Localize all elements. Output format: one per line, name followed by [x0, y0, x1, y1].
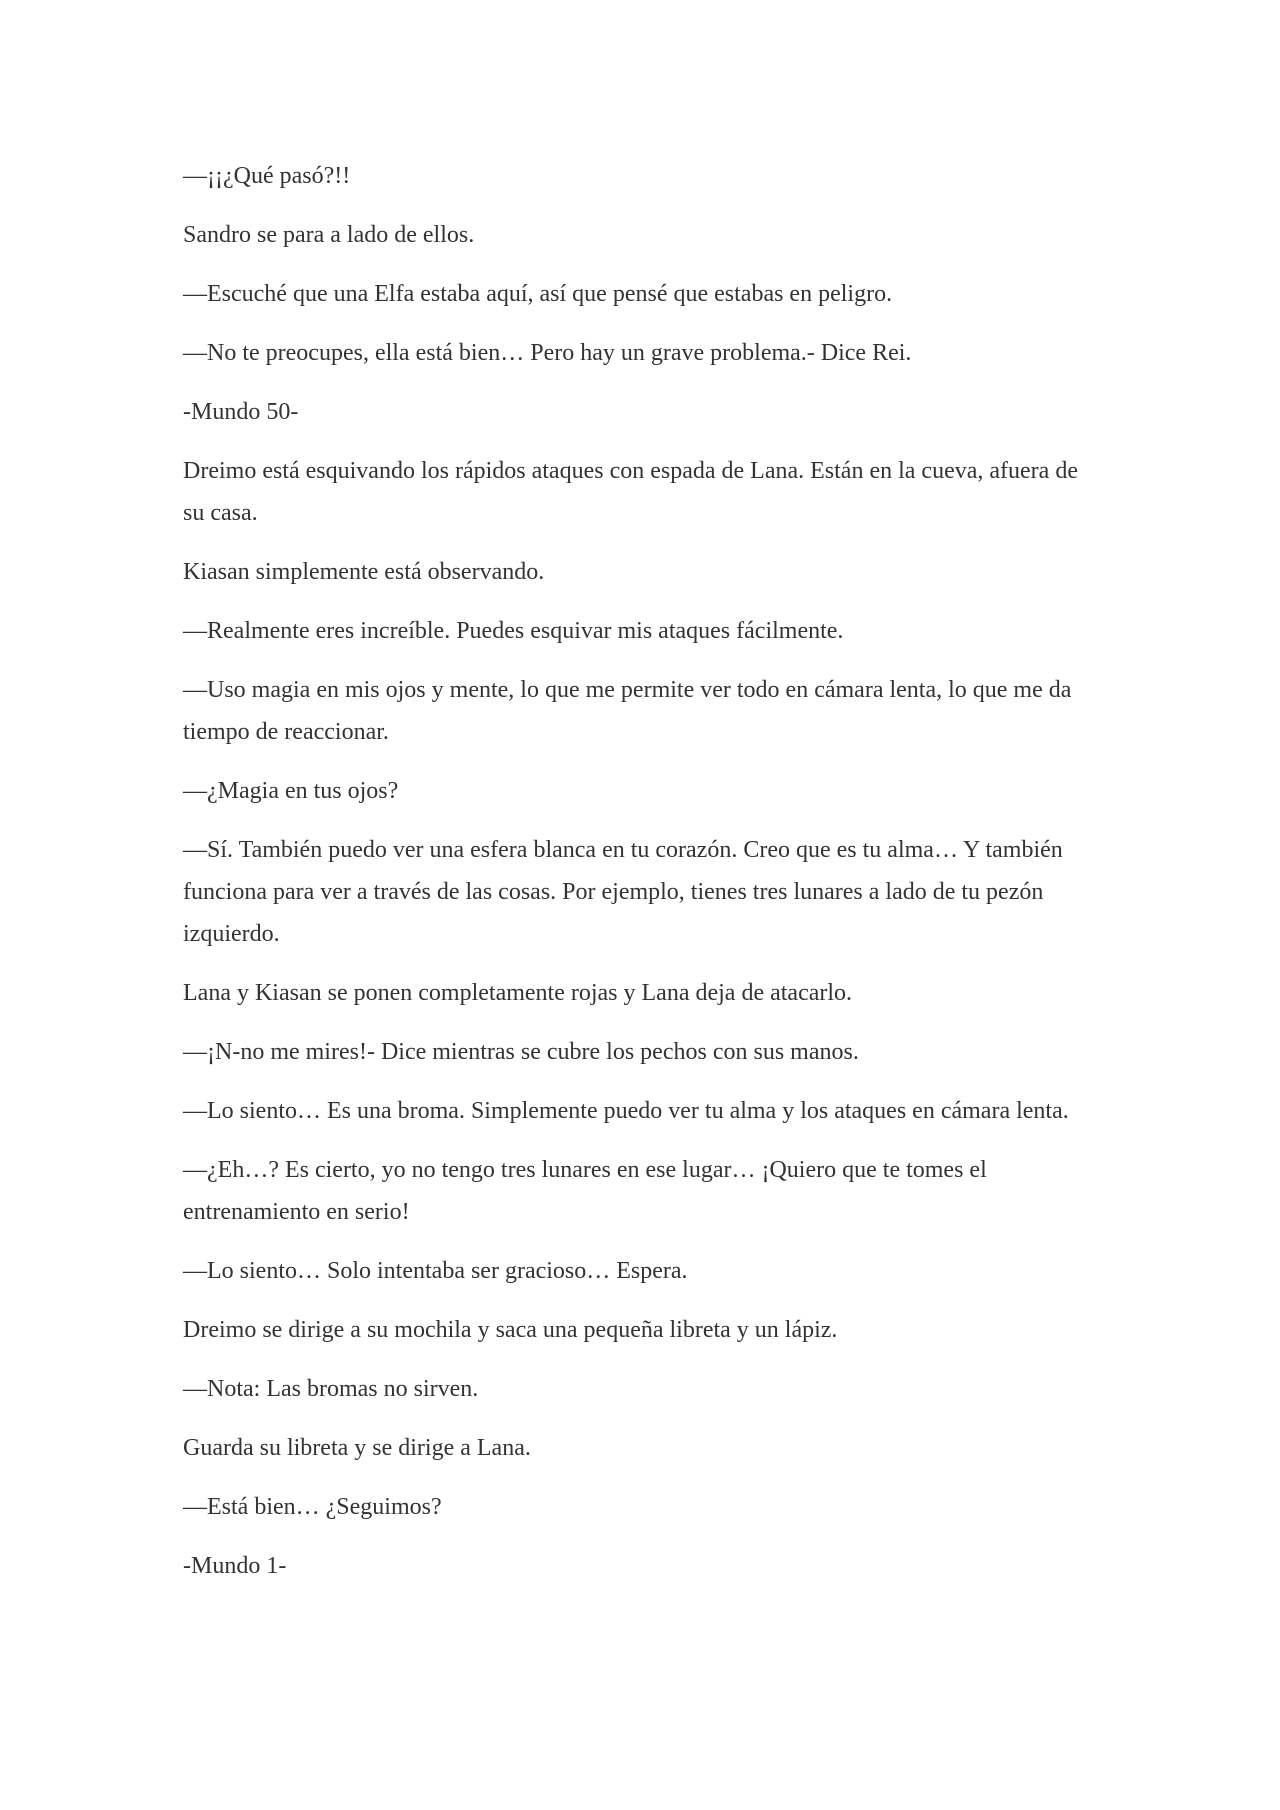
paragraph-dialogue: —¡¡¿Qué pasó?!! [183, 163, 351, 189]
scene-heading: -Mundo 50- [183, 399, 299, 425]
paragraph-narration: Lana y Kiasan se ponen completamente rojas y Lana deja de atacarlo. [183, 980, 853, 1006]
paragraph-dialogue: —Sí. También puedo ver una esfera blanca en tu corazón. Creo que es tu alma… Y también funciona para ver a través de las cosas. Por ejemplo, tienes tres lunares a lado de tu pezón izquierdo. [183, 837, 1063, 947]
paragraph-dialogue: —¿Eh…? Es cierto, yo no tengo tres lunares en ese lugar… ¡Quiero que te tomes el entrenamiento en serio! [183, 1157, 987, 1225]
paragraph-dialogue: —¡N-no me mires!- Dice mientras se cubre los pechos con sus manos. [183, 1039, 859, 1065]
paragraph-narration: Dreimo está esquivando los rápidos ataques con espada de Lana. Están en la cueva, afuera de su casa. [183, 458, 1078, 526]
paragraph-narration: Guarda su libreta y se dirige a Lana. [183, 1435, 531, 1461]
paragraph-dialogue: —Realmente eres increíble. Puedes esquivar mis ataques fácilmente. [183, 618, 844, 644]
paragraph-narration: Dreimo se dirige a su mochila y saca una pequeña libreta y un lápiz. [183, 1317, 838, 1343]
paragraph-dialogue: —Uso magia en mis ojos y mente, lo que me permite ver todo en cámara lenta, lo que me da tiempo de reaccionar. [183, 677, 1072, 745]
paragraph-narration: Sandro se para a lado de ellos. [183, 222, 475, 248]
scene-heading: -Mundo 1- [183, 1553, 287, 1579]
paragraph-dialogue: —Nota: Las bromas no sirven. [183, 1376, 479, 1402]
paragraph-dialogue: —Escuché que una Elfa estaba aquí, así que pensé que estabas en peligro. [183, 281, 893, 307]
paragraph-dialogue: —Lo siento… Solo intentaba ser gracioso… Espera. [183, 1258, 688, 1284]
paragraph-dialogue: —No te preocupes, ella está bien… Pero hay un grave problema.- Dice Rei. [183, 340, 912, 366]
paragraph-dialogue: —Está bien… ¿Seguimos? [183, 1494, 442, 1520]
paragraph-dialogue: —Lo siento… Es una broma. Simplemente puedo ver tu alma y los ataques en cámara lenta. [183, 1098, 1069, 1124]
document-page [183, 155, 1088, 1604]
paragraph-narration: Kiasan simplemente está observando. [183, 559, 545, 585]
paragraph-dialogue: —¿Magia en tus ojos? [183, 778, 399, 804]
